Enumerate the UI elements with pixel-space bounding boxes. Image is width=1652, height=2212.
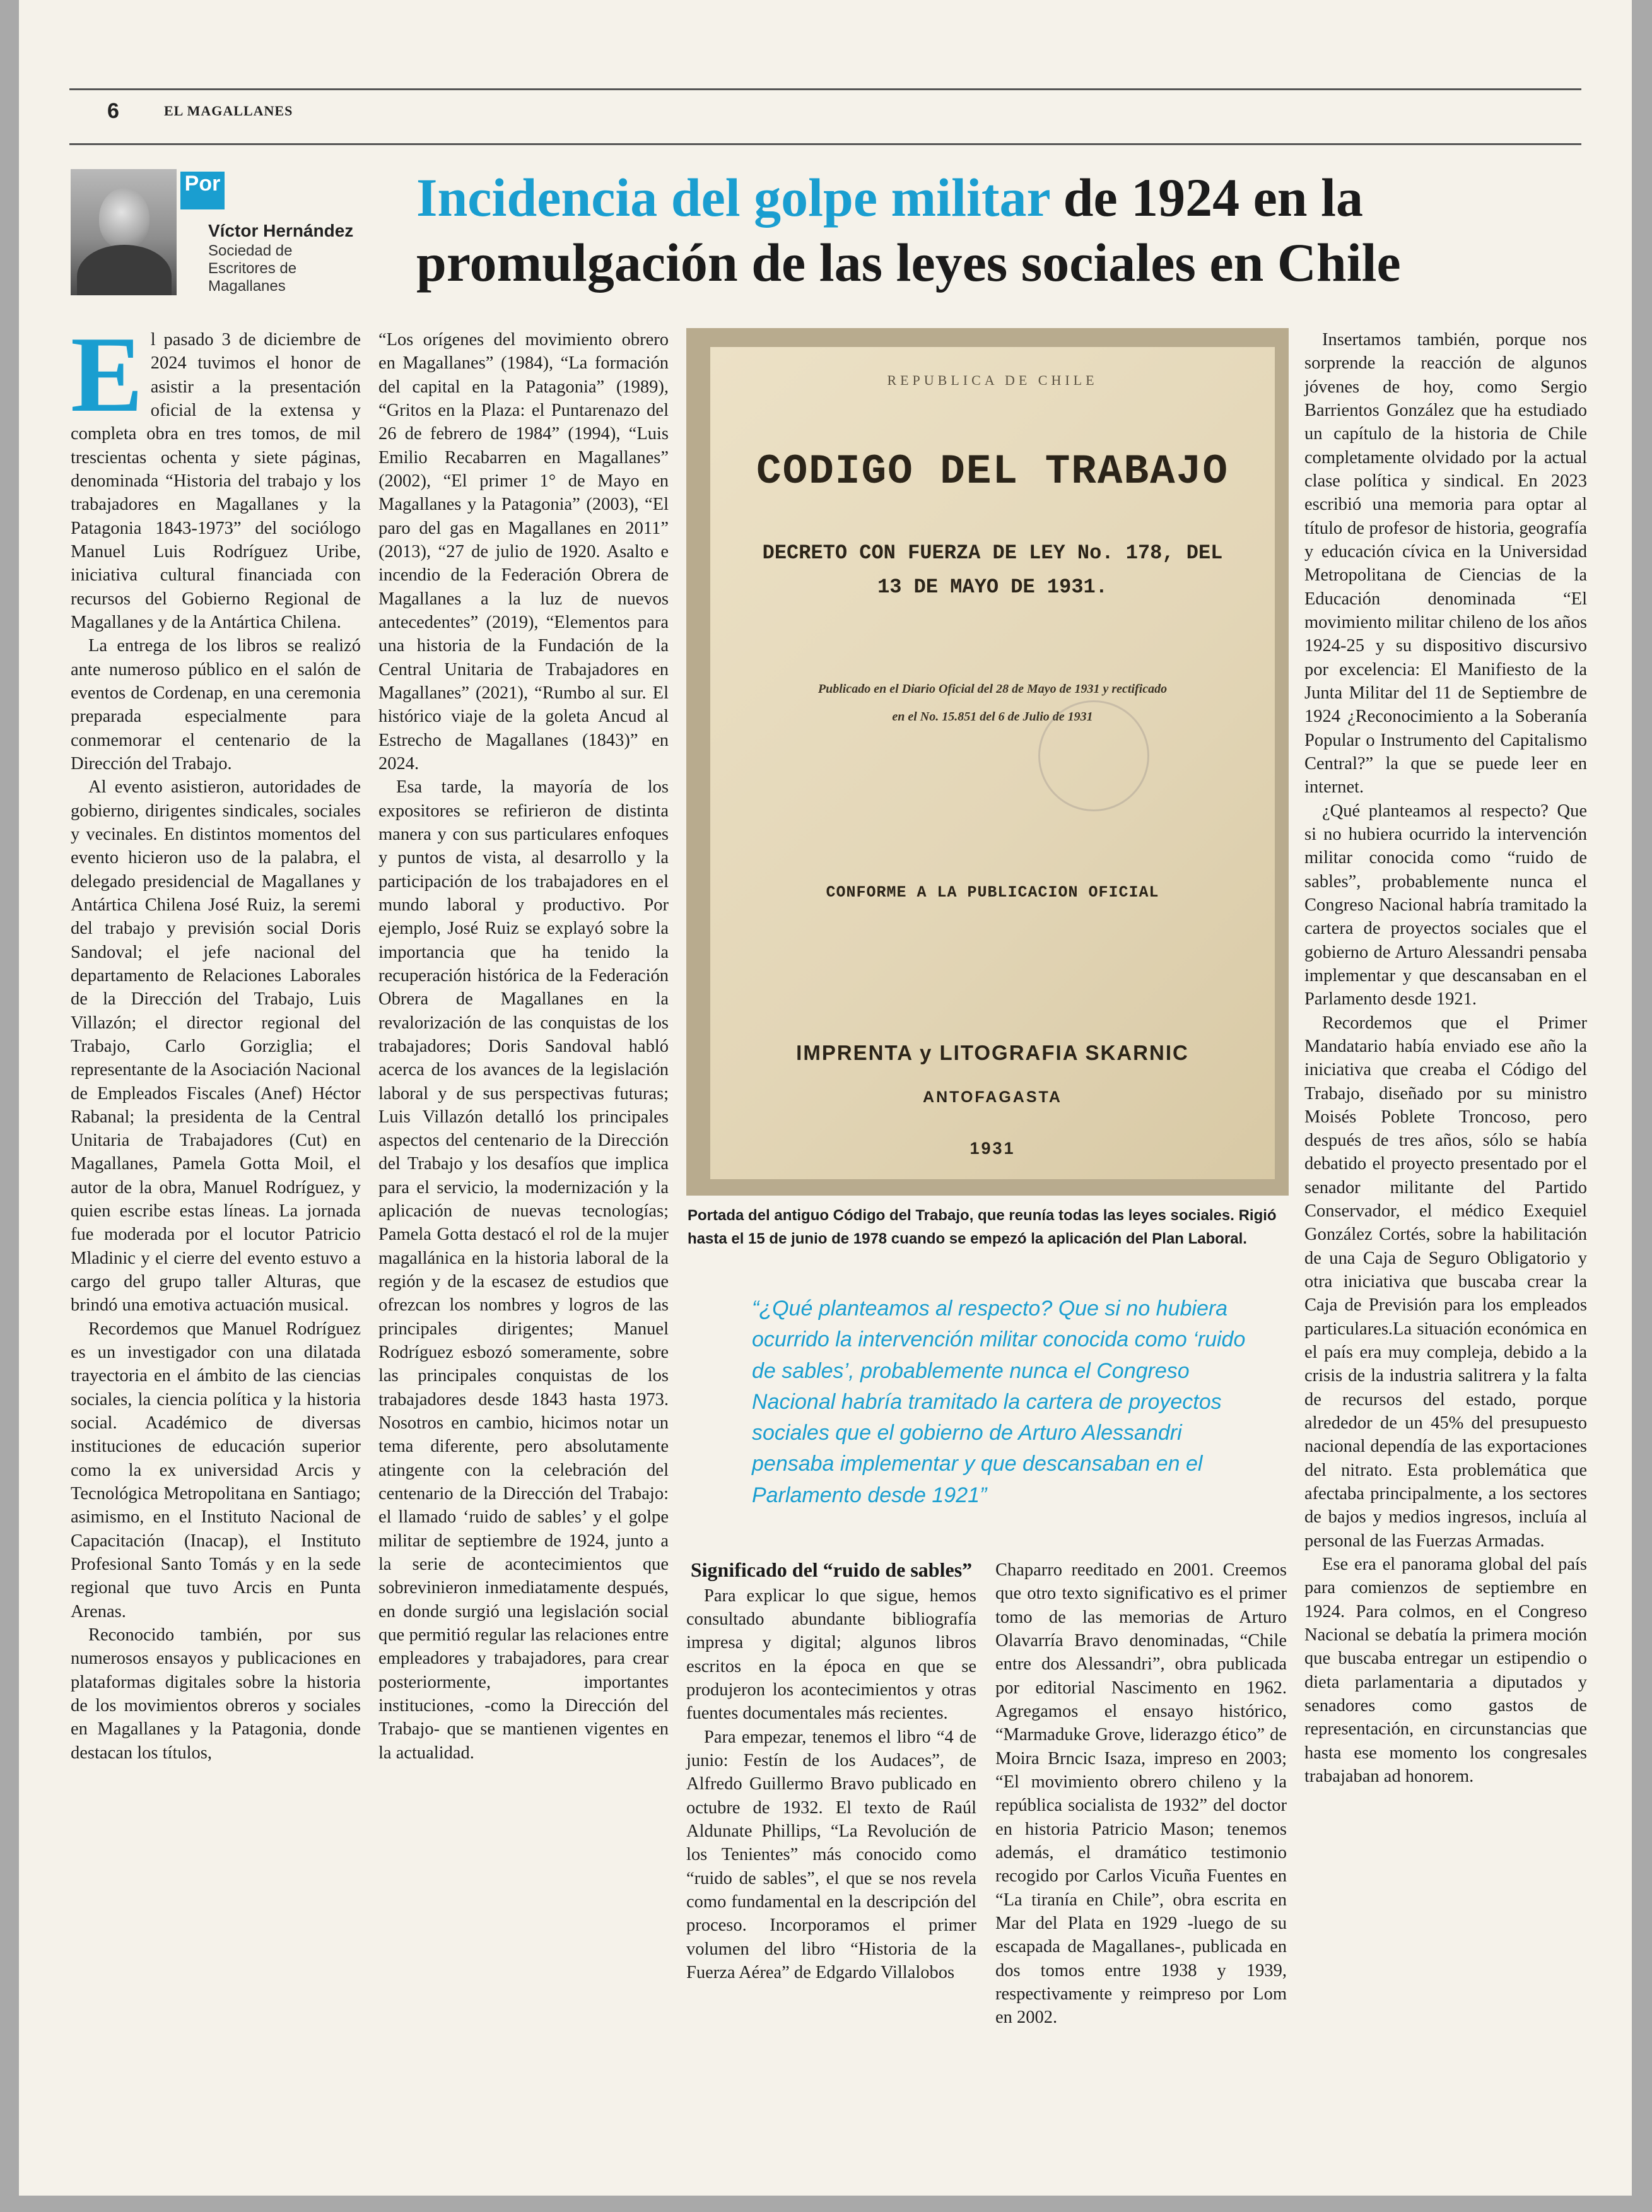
article-paragraph: Para explicar lo que sigue, hemos consultado abundante bibliografía impresa y digital; algunos libros escritos en la época en que se produjeron los acontecimientos y otras fuentes documentales más recientes. (686, 1585, 976, 1724)
photo-caption: Portada del antiguo Código del Trabajo, que reunía todas las leyes sociales. Rigió hasta el 15 de junio de 1978 cuando se empezó la aplicación del Plan Laboral. (688, 1207, 1277, 1248)
article-column-1 (71, 315, 361, 1765)
article-paragraph: Recordemos que el Primer Mandatario había enviado ese año la iniciativa que creaba el Código del Trabajo, diseñado por su ministro Moisés Poblete Troncoso, pero después de tres años, sólo se había debatido el proyecto presentado por el senador militante del Partido Conservador, el médico Exequiel González Cortés, sobre la habilitación de una Caja de Seguro Obligatorio y otra iniciativa que buscaba crear la Caja de Previsión para los empleados particulares.La situación económica en el país era muy compleja, debido a la crisis de la industria salitrera y la falta de recursos del estado, porque alrededor de un 45% del presupuesto nacional dependía de las exportaciones del nitrato. Esta problemática que afectaba principalmente, a los sectores de bajos y medios ingresos, incluía al personal de las Fuerzas Armadas. (1304, 1013, 1587, 1551)
article-paragraph: Insertamos también, porque nos sorprende la reacción de algunos jóvenes de hoy, como Sergio Barrientos González que ha estudiado un capítulo de la historia de Chile completamente olvidado por la actual clase política y sindical. En 2023 escribió una memoria para optar al título de profesor de historia, geografía y educación cívica en la Universidad Metropolitana de Ciencias de la Educación denominada “El movimiento militar chileno de los años 1924-25 y su dispositivo discursivo por excelencia: El Manifiesto de la Junta Militar del 11 de Septiembre de 1924 ¿Reconocimiento a la Soberanía Popular o Instrumento del Capitalismo Central?” la que se puede leer en internet. (1304, 330, 1587, 797)
page-number: 6 (107, 99, 119, 123)
newspaper-page (19, 0, 1632, 2196)
article-paragraph: Recordemos que Manuel Rodríguez es un investigador con una dilatada trayectoria en el ámbito de las ciencias sociales, la ciencia política y la historia social. Académico de diversas instituciones de educación superior como la ex universidad Arcis y Tecnológica Metropolitana en Santiago; asimismo, en el Instituto Nacional de Capacitación (Inacap), el Instituto Profesional Santo Tomás y en la sede regional que tuvo Arcis en Punta Arenas. (71, 1319, 361, 1621)
article-paragraph: La entrega de los libros se realizó ante numeroso público en el salón de eventos de Cordenap, en una ceremonia preparada especialmente para conmemorar el centenario de la Dirección del Trabajo. (71, 636, 361, 774)
codigo-del-trabajo-photo (686, 328, 1289, 1196)
document-cover (710, 347, 1275, 1179)
faded-stamp (1038, 700, 1149, 811)
article-paragraph: El pasado 3 de diciembre de 2024 tuvimos el honor de asistir a la presentación oficial de la extensa y completa obra en tres tomos, de mil trescientas ochenta y siete páginas, denominada “Historia del trabajo y los trabajadores en Magallanes y la Patagonia 1843-1973” del sociólogo Manuel Luis Rodríguez Uribe, iniciativa cultural financiada con recursos del Gobierno Regional de Magallanes y de la Antártica Chilena. (71, 315, 361, 632)
doc-republic: REPUBLICA DE CHILE (887, 372, 1098, 388)
masthead: EL MAGALLANES (164, 103, 293, 119)
headline-rest: de 1924 en la promulgación de las leyes sociales en Chile (416, 167, 1401, 293)
doc-year: 1931 (970, 1139, 1016, 1158)
dropcap: E (71, 315, 143, 435)
author-name: Víctor Hernández (208, 221, 354, 240)
author-affiliation: Sociedad de Escritores de Magallanes (208, 242, 297, 295)
article-column-5 (1304, 328, 1587, 1788)
article-paragraph: Chaparro reeditado en 2001. Creemos que otro texto significativo es el primer tomo de las memorias de Arturo Olavarría Bravo denominadas, “Chile entre dos Alessandri”, obra publicada por editorial Nascimento en 1962. Agregamos el ensayo histórico, “Marmaduke Grove, liderazgo ético” de Moira Brncic Isaza, impreso en 2003; “El movimiento obrero chileno y la república socialista de 1932” del doctor en historia Patricio Mason; tenemos además, el dramático testimonio recogido por Carlos Vicuña Fuentes en “La tiranía en Chile”, obra escrita en Mar del Plata en 1929 -luego de su escapada de Magallanes-, publicada en dos tomos entre 1938 y 1939, respectivamente y reimpreso por Lom en 2002. (995, 1560, 1287, 2028)
headline (416, 165, 1602, 295)
page-header (69, 88, 1581, 145)
article-column-3 (686, 1558, 976, 1984)
article-paragraph: Al evento asistieron, autoridades de gobierno, dirigentes sindicales, sociales y vecinales. En distintos momentos del evento hicieron uso de la palabra, el delegado presidencial de Magallanes y Antártica Chilena José Ruiz, la seremi del trabajo y previsión social Doris Sandoval; el jefe nacional del departamento de Relaciones Laborales de la Dirección del Trabajo, Luis Villazón; el director regional del Trabajo, Carlo Gorziglia; el representante de la Asociación Nacional de Empleados Fiscales (Anef) Héctor Rabanal; la presidenta de la Central Unitaria de Trabajadores (Cut) en Magallanes, Pamela Gotta Moil, el autor de la obra, Manuel Rodríguez, y quien escribe estas líneas. La jornada fue moderada por el locutor Patricio Mladinic y el cierre del evento estuvo a cargo del grupo taller Alturas, que brindó una emotiva actuación musical. (71, 777, 361, 1315)
article-paragraph: Para empezar, tenemos el libro “4 de junio: Festín de los Audaces”, de Alfredo Guillermo Bravo publicado en octubre de 1932. El texto de Raúl Aldunate Phillips, “La Revolución de los Tenientes” más conocido como “ruido de sables”, el que se nos revela como fundamental en la descripción del proceso. Incorporamos el primer volumen del libro “Historia de la Fuerza Aérea” de Edgardo Villalobos (686, 1727, 976, 1983)
doc-city: ANTOFAGASTA (923, 1088, 1062, 1106)
article-paragraph: Esa tarde, la mayoría de los expositores se refirieron de distinta manera y con sus particulares enfoques y puntos de vista, al desarrollo y la participación de los trabajadores en el mundo laboral y productivo. Por ejemplo, José Ruiz se explayó sobre la importancia que ha tenido la recuperación histórica de la Federación Obrera de Magallanes en la revalorización de las conquistas de los trabajadores; Doris Sandoval habló acerca de los avances de la legislación laboral y de sus perspectivas futuras; Luis Villazón detalló los principales aspectos del centenario de la Dirección del Trabajo y los desafíos que implica para el servicio, la modernización y la aplicación de nuevas tecnologías; Pamela Gotta destacó el rol de la mujer magallánica en la historia laboral de la región y de la escasez de estudios que ofrezcan los nombres y logros de las principales dirigentes; Manuel Rodríguez esbozó someramente, sobre las principales conquistas de los trabajadores desde 1843 hasta 1973. Nosotros en cambio, hicimos notar un tema diferente, pero absolutamente atingente con la celebración del centenario de la Dirección del Trabajo: el llamado ‘ruido de sables’ y el golpe militar de septiembre de 1924, junto a la serie de acontecimientos que sobrevinieron inmediatamente después, en donde surgió una legislación social que permitió regular las relaciones entre empleadores y trabajadores, para crear posteriormente, importantes instituciones, -como la Dirección del Trabajo- que se mantienen vigentes en la actualidad. (378, 777, 669, 1763)
article-column-4 (995, 1558, 1287, 2030)
byline-badge: Por (180, 172, 225, 209)
doc-title: CODIGO DEL TRABAJO (756, 448, 1229, 495)
headline-accent: Incidencia del golpe militar (416, 167, 1050, 228)
section-subhead: Significado del “ruido de sables” (690, 1558, 973, 1581)
doc-publication-note: Publicado en el Diario Oficial del 28 de Mayo de 1931 y rectificado en el No. 15.851 del 6 de Julio de 1931 (817, 682, 1168, 724)
article-paragraph: ¿Qué planteamos al respecto? Que si no hubiera ocurrido la intervención militar conocida como “ruido de sables”, probablemente nunca el Congreso Nacional habría tramitado la cartera de proyectos sociales que el gobierno de Arturo Alessandri pensaba implementar y que descansaban en el Parlamento desde 1921. (1304, 801, 1587, 1009)
article-paragraph: Ese era el panorama global del país para comienzos de septiembre en 1924. Para colmos, en el Congreso Nacional se debatía la primera moción que buscaba entregar un estipendio o dieta parlamentaria a diputados y senadores como gastos de representación, en circunstancias que hasta ese momento los congresales trabajaban ad honorem. (1304, 1555, 1587, 1787)
article-paragraph: “Los orígenes del movimiento obrero en Magallanes” (1984), “La formación del capital en la Patagonia” (1989), “Gritos en la Plaza: el Puntarenazo del 26 de febrero de 1984” (1994), “Luis Emilio Recabarren en Magallanes” (2002), “El primer 1° de Mayo en Magallanes y la Patagonia” (2003), “El paro del gas en Magallanes en 2011” (2013), “27 de julio de 1920. Asalto e incendio de la Federación Obrera de Magallanes a la luz de nuevos antecedentes” (2019), “Elementos para una historia de la Fundación de la Central Unitaria de Trabajadores en Magallanes” (2021), “Rumbo al sur. El histórico viaje de la goleta Ancud al Estrecho de Magallanes (1843)” en 2024. (378, 330, 669, 774)
pull-quote: “¿Qué planteamos al respecto? Que si no hubiera ocurrido la intervención militar conocida como ‘ruido de sables’, probablemente nunca el Congreso Nacional habría tramitado la cartera de proyectos sociales que el gobierno de Arturo Alessandri pensaba implementar y que descansaban en el Parlamento desde 1921” (752, 1297, 1246, 1507)
author-photo (71, 169, 177, 295)
doc-printer: IMPRENTA y LITOGRAFIA SKARNIC (796, 1041, 1189, 1064)
doc-conforme: CONFORME A LA PUBLICACION OFICIAL (826, 883, 1159, 902)
doc-decree: DECRETO CON FUERZA DE LEY No. 178, DEL 13 DE MAYO DE 1931. (762, 541, 1223, 599)
article-column-2 (378, 328, 669, 1765)
article-paragraph: Reconocido también, por sus numerosos ensayos y publicaciones en plataformas digitales sobre la historia de los movimientos obreros y sociales en Magallanes y la Patagonia, donde destacan los títulos, (71, 1625, 361, 1763)
